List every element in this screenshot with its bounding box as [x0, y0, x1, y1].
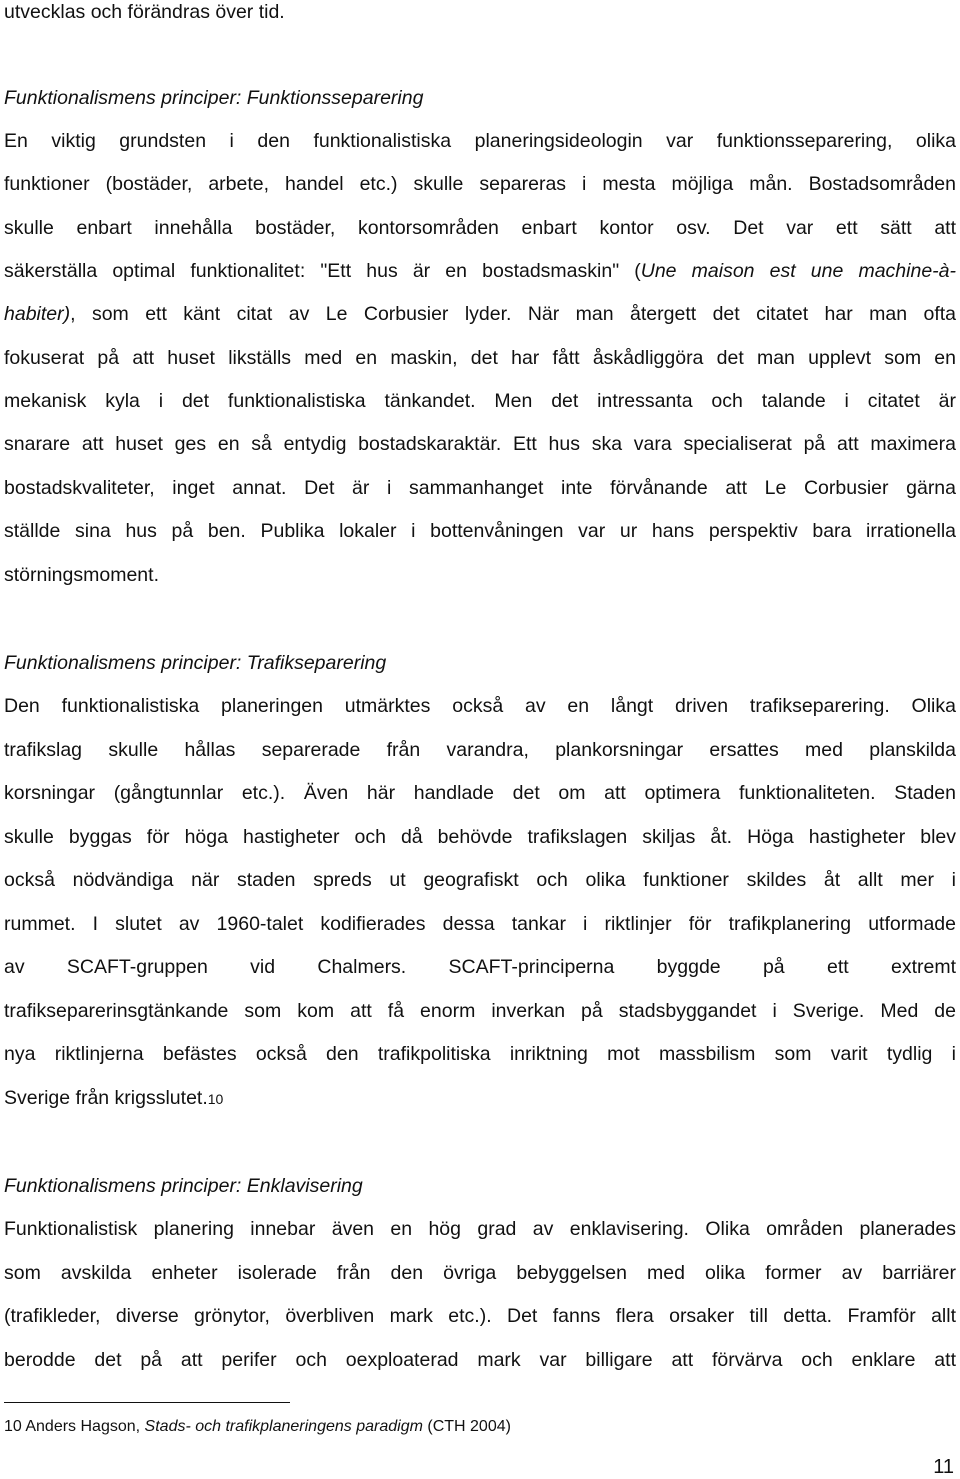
sentence-text: Sverige från krigsslutet.	[4, 1087, 208, 1109]
section-heading-trafikseparering: Funktionalismens principer: Trafikseparering	[4, 652, 387, 674]
paragraph-line	[4, 302, 956, 326]
paragraph-line: ställde sina hus på ben. Publika lokaler i bottenvåningen var ur hans perspektiv bara irrationella	[4, 520, 956, 542]
footnote	[4, 1417, 511, 1437]
paragraph-line: rummet. I slutet av 1960-talet kodifierades dessa tankar i riktlinjer för trafikplanering utformade	[4, 913, 956, 935]
quote-french: Une maison est une machine-à-	[640, 260, 956, 282]
page-number: 11	[933, 1456, 954, 1478]
paragraph-line: En viktig grundsten i den funktionalistiska planeringsideologin var funktionsseparering, olika	[4, 130, 956, 152]
paragraph-line: snarare att huset ges en så entydig bostadskaraktär. Ett hus ska vara specialiserat på att maximera	[4, 433, 956, 455]
paragraph-line: funktioner (bostäder, arbete, handel etc.) skulle separeras i mesta möjliga mån. Bostadsområden	[4, 173, 956, 195]
quote-text: säkerställa optimal funktionalitet: "Ett hus är en bostadsmaskin" (	[4, 260, 641, 282]
footnote-reference: 10	[207, 1091, 224, 1107]
quote-french-end: habiter)	[4, 303, 71, 325]
paragraph-line: mekanisk kyla i det funktionalistiska tänkandet. Men det intressanta och talande i citatet är	[4, 390, 956, 412]
paragraph-line: av SCAFT-gruppen vid Chalmers. SCAFT-principerna byggde på ett extremt	[4, 956, 956, 978]
paragraph-line: korsningar (gångtunnlar etc.). Även här handlade det om att optimera funktionaliteten. Staden	[4, 782, 956, 804]
paragraph-line	[4, 259, 956, 283]
quote-attribution: , som ett känt citat av Le Corbusier lyder. När man återgett det citatet har man ofta	[70, 303, 956, 325]
paragraph-line: berodde det på att perifer och oexploaterad mark var billigare att förvärva och enklare att	[4, 1349, 956, 1371]
paragraph-line: nya riktlinjerna befästes också den trafikpolitiska inriktning mot massbilism som varit tydlig i	[4, 1043, 956, 1065]
footnote-title: Stads- och trafikplaneringens paradigm	[144, 1418, 423, 1435]
paragraph-line: bostadskvaliteter, inget annat. Det är i sammanhanget inte förvånande att Le Corbusier gärna	[4, 477, 956, 499]
paragraph-line: trafikslag skulle hållas separerade från varandra, plankorsningar ersattes med planskilda	[4, 739, 956, 761]
footnote-divider	[4, 1402, 290, 1403]
footnote-suffix: (CTH 2004)	[422, 1418, 511, 1435]
section-heading-enklavisering: Funktionalismens principer: Enklavisering	[4, 1175, 363, 1197]
continuation-line: utvecklas och förändras över tid.	[4, 1, 285, 23]
paragraph-line: (trafikleder, diverse grönytor, överbliven mark etc.). Det fanns flera orsaker till detta. Framför allt	[4, 1305, 956, 1327]
paragraph-line: Den funktionalistiska planeringen utmärktes också av en långt driven trafikseparering. Olika	[4, 695, 956, 717]
paragraph-line: störningsmoment.	[4, 564, 159, 586]
paragraph-line	[4, 1086, 956, 1111]
paragraph-line: som avskilda enheter isolerade från den övriga bebyggelsen med olika former av barriärer	[4, 1262, 956, 1284]
paragraph-line: skulle byggas för höga hastigheter och då behövde trafikslagen skiljas åt. Höga hastigheter blev	[4, 826, 956, 848]
footnote-prefix: 10 Anders Hagson,	[4, 1418, 145, 1435]
paragraph-line: trafikseparerinsgtänkande som kom att få enorm inverkan på stadsbyggandet i Sverige. Med de	[4, 1000, 956, 1022]
paragraph-line: Funktionalistisk planering innebar även en hög grad av enklavisering. Olika områden planerades	[4, 1218, 956, 1240]
section-heading-funktionsseparering: Funktionalismens principer: Funktionsseparering	[4, 87, 424, 109]
paragraph-line: fokuserat på att huset likställs med en maskin, det har fått åskådliggöra det man upplevt som en	[4, 347, 956, 369]
paragraph-line: skulle enbart innehålla bostäder, kontorsområden enbart kontor osv. Det var ett sätt att	[4, 217, 956, 239]
paragraph-line: också nödvändiga när staden spreds ut geografiskt och olika funktioner skildes åt allt mer i	[4, 869, 956, 891]
